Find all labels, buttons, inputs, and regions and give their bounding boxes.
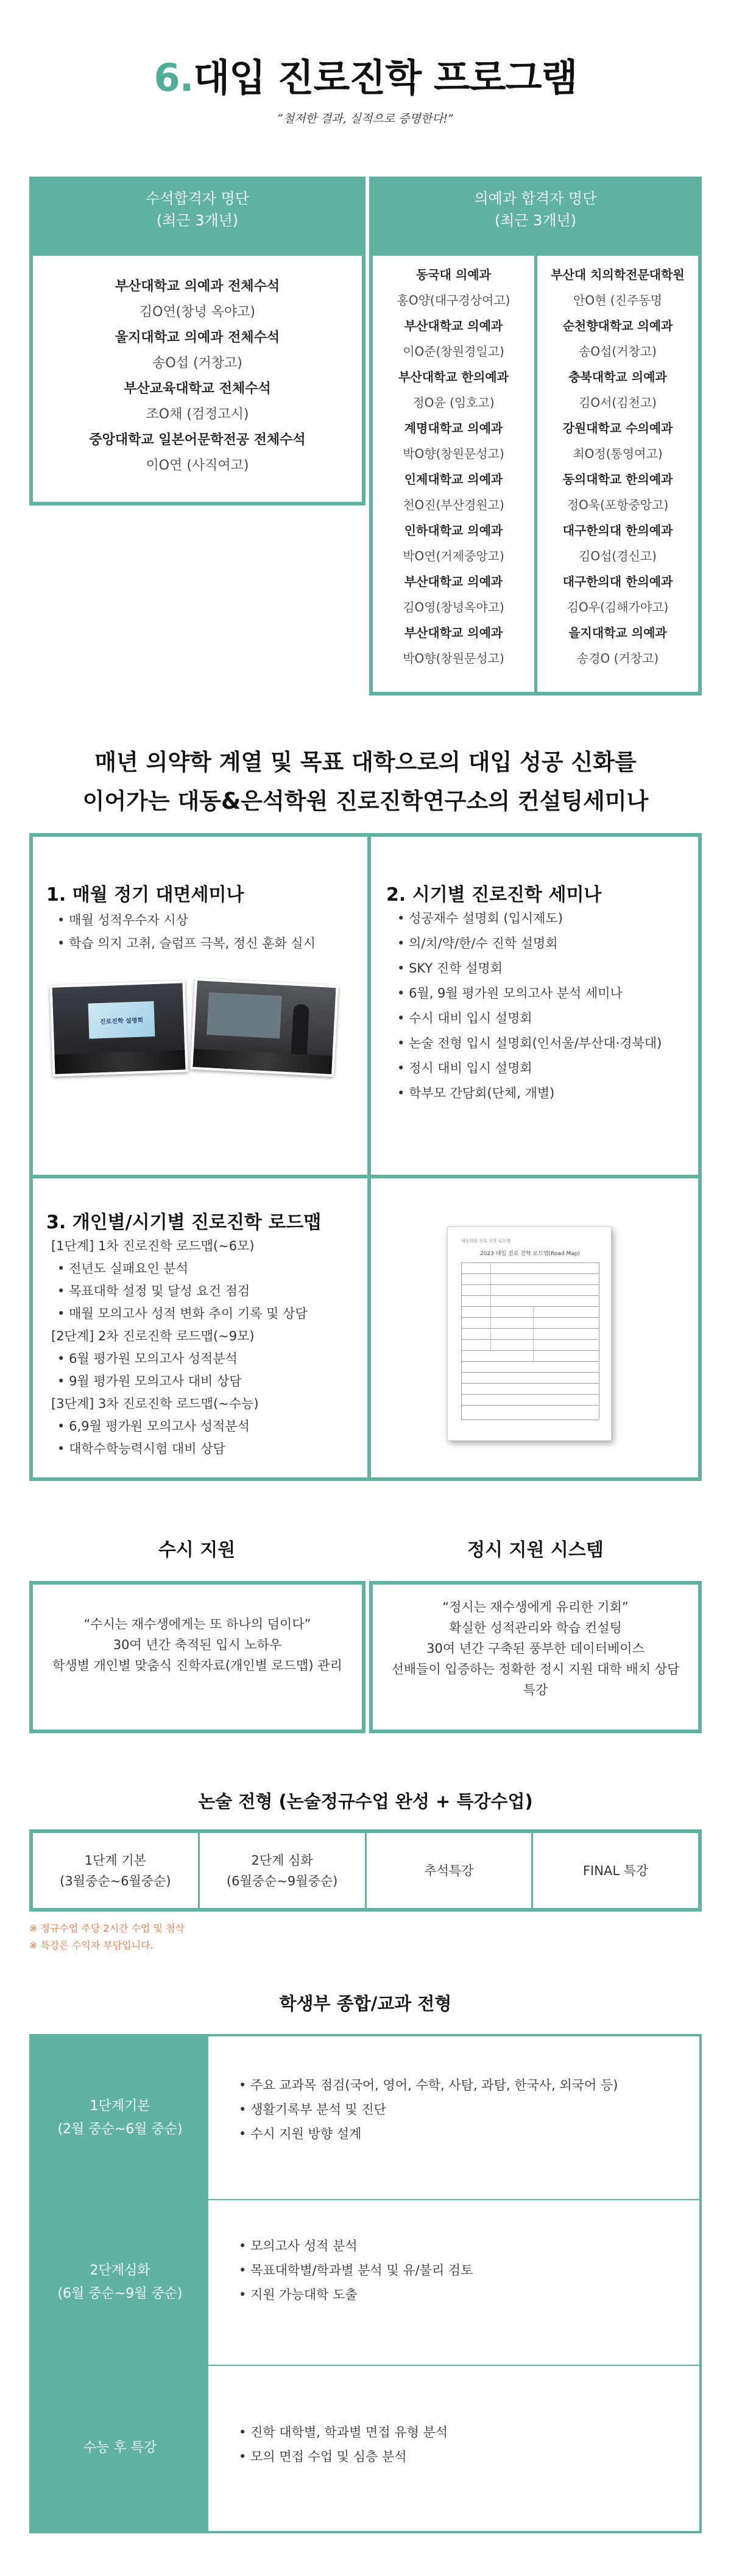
- nonsul-note-1: ※ 정규수업 주당 2시간 수업 및 첨삭: [29, 1923, 185, 1934]
- cell3-list: [51, 1235, 308, 1460]
- stage-period: (3월중순~6월중순): [60, 1873, 171, 1888]
- list-item: • 진학 대학별, 학과별 면접 유형 분석: [239, 2420, 448, 2444]
- support-line: 확실한 성적관리와 학습 컨설팅: [449, 1621, 622, 1635]
- list-item: • 지원 가능대학 도출: [239, 2282, 473, 2307]
- list-item: • 의/치/약/한/수 진학 설명회: [397, 931, 662, 956]
- stage-item-list: [239, 2073, 618, 2146]
- result-student-name: 김O우(김해가야고): [567, 600, 669, 614]
- result-student-name: 조O채 (검정고시): [146, 407, 249, 422]
- list-item: • 정시 대비 입시 설명회: [397, 1056, 662, 1081]
- top-scorers-header: [29, 177, 366, 256]
- result-university: 인하대학교 의예과: [404, 523, 503, 538]
- nonsul-stage: [33, 1833, 200, 1908]
- stage-item-list: [239, 2234, 473, 2307]
- susi-box: [29, 1581, 366, 1733]
- doc-heading: 2023 대입 진로 진학 로드맵(Road Map): [479, 1251, 581, 1257]
- support-line: “수시는 재수생에게는 또 하나의 덤이다”: [83, 1617, 311, 1631]
- result-student-name: 천O진(부산경원고): [403, 498, 504, 512]
- presenter-figure: [291, 1004, 309, 1059]
- list-item: • 주요 교과목 점검(국어, 영어, 수학, 사탐, 과탐, 한국사, 외국어 등): [239, 2073, 618, 2097]
- roadmap-stage-label: [1단계] 1차 진로진학 로드맵(~6모): [51, 1239, 255, 1253]
- cell1-title: 1. 매월 정기 대면세미나: [46, 884, 244, 906]
- med-header-line1: 의예과 합격자 명단: [474, 190, 597, 207]
- result-university: 인제대학교 의예과: [404, 472, 503, 487]
- susi-title: 수시 지원: [158, 1540, 236, 1561]
- roadmap-stage-label: [3단계] 3차 진로진학 로드맵(~수능): [51, 1396, 259, 1411]
- result-university: 부산대학교 의예과 전체수석: [115, 279, 280, 294]
- stage-label-period: (2월 중순~6월 중순): [57, 2122, 183, 2137]
- result-student-name: 이O준(창원경일고): [403, 344, 504, 359]
- med-header: [369, 177, 702, 256]
- seminar-grid: [29, 833, 702, 1481]
- list-item: • SKY 진학 설명회: [397, 956, 662, 981]
- title-number: 6.: [154, 55, 194, 100]
- cell3-title: 3. 개인별/시기별 진로진학 로드맵: [46, 1212, 322, 1233]
- result-university: 대구한의대 한의예과: [562, 574, 673, 589]
- support-line: “정시는 재수생에게 유리한 기회”: [442, 1600, 629, 1614]
- stage-name: 1단계 기본: [84, 1853, 146, 1868]
- cell1-list: [57, 909, 316, 955]
- student-record-title: 학생부 종합/교과 전형: [279, 1993, 452, 2014]
- result-student-name: 박O향(창원문성고): [403, 651, 504, 666]
- support-line: 30여 년간 구축된 풍부한 데이터베이스: [426, 1641, 644, 1656]
- list-item: • 모의 면접 수업 및 심층 분석: [239, 2444, 448, 2469]
- list-item: • 논술 전형 입시 설명회(인서울/부산대·경북대): [397, 1031, 662, 1056]
- stage-label: [32, 2365, 208, 2531]
- stage-item-list: [239, 2420, 448, 2469]
- roadmap-stage-label: [2단계] 2차 진로진학 로드맵(~9모): [51, 1329, 255, 1343]
- result-student-name: 정O윤 (임호고): [412, 395, 495, 410]
- jeongsi-title: 정시 지원 시스템: [467, 1540, 604, 1561]
- row-divider: [208, 2199, 699, 2200]
- grid-horizontal-divider: [33, 1175, 698, 1178]
- nonsul-stage: [533, 1833, 698, 1908]
- jeongsi-box: [369, 1581, 702, 1733]
- title-text: 대입 진로진학 프로그램: [193, 55, 577, 100]
- result-university: 순천향대학교 의예과: [562, 318, 673, 333]
- stage-label-period: (6월 중순~9월 중순): [57, 2286, 183, 2301]
- result-university: 부산대학교 한의예과: [398, 370, 509, 384]
- stage-period: (6월중순~9월중순): [226, 1873, 338, 1888]
- result-university: 대구한의대 한의예과: [562, 523, 673, 538]
- result-university: 부산대학교 의예과: [404, 574, 503, 589]
- result-student-name: 송경O (거창고): [576, 651, 659, 666]
- projector-screen: [88, 1001, 155, 1039]
- stage-label-name: 수능 후 특강: [83, 2440, 157, 2455]
- nonsul-note-2: ※ 특강은 수익자 부담입니다.: [29, 1940, 154, 1951]
- roadmap-document-thumbnail: [447, 1226, 612, 1441]
- result-university: 동의대학교 한의예과: [562, 472, 673, 487]
- doc-tag: 대동학원 진로 진학 로드맵: [461, 1239, 511, 1244]
- result-university: 충북대학교 의예과: [568, 370, 667, 384]
- student-record-table: [29, 2034, 702, 2533]
- result-university: 부산대 치의학전문대학원: [551, 267, 685, 282]
- page-title: [0, 48, 731, 102]
- support-line: 30여 년간 축적된 입시 노하우: [113, 1638, 282, 1652]
- projector-screen-text: 진로진학 설명회: [99, 1017, 144, 1026]
- grid-vertical-divider: [367, 837, 371, 1477]
- stage-name: FINAL 특강: [582, 1863, 649, 1878]
- result-student-name: 김O영(창녕옥야고): [403, 600, 504, 614]
- result-university: 강원대학교 수의예과: [562, 421, 673, 435]
- stage-label-name: 1단계기본: [90, 2099, 150, 2114]
- stage-label: [32, 2200, 208, 2365]
- nonsul-stage: [367, 1833, 534, 1908]
- stage-name: 2단계 심화: [251, 1853, 313, 1868]
- list-item: • 매월 성적우수자 시상: [57, 909, 316, 932]
- list-item: • 6월, 9월 평가원 모의고사 분석 세미나: [397, 981, 662, 1006]
- cell2-title: 2. 시기별 진로진학 세미나: [386, 884, 602, 906]
- list-item: • 6,9월 평가원 모의고사 성적분석: [51, 1415, 308, 1438]
- support-line: 학생별 개인별 맞춤식 진학자료(개인별 로드맵) 관리: [52, 1658, 342, 1673]
- result-student-name: 김O서(김천고): [579, 395, 657, 410]
- audience-silhouette: [54, 1050, 188, 1077]
- top-scorers-header-line2: (최근 3개년): [156, 212, 239, 229]
- row-divider: [208, 2365, 699, 2366]
- consult-title-line1: 매년 의약학 계열 및 목표 대학으로의 대입 성공 신화를: [94, 749, 637, 775]
- seminar-photo-1: [49, 980, 188, 1077]
- nonsul-stage: [200, 1833, 367, 1908]
- support-line: 선배들이 입증하는 정확한 정시 지원 대학 배치 상담: [391, 1662, 680, 1677]
- top-scorers-panel: [29, 256, 366, 505]
- consult-title: [0, 743, 731, 821]
- result-student-name: 최O정(통영여고): [573, 446, 663, 461]
- top-scorers-list: [33, 256, 362, 479]
- list-item: • 수시 지원 방향 설계: [239, 2122, 618, 2146]
- result-university: 을지대학교 의예과: [568, 625, 667, 640]
- result-university: 울지대학교 의예과 전체수석: [115, 330, 280, 345]
- list-item: • 생활기록부 분석 및 진단: [239, 2097, 618, 2122]
- subtitle: “철저한 결과, 실적으로 증명한다!”: [277, 112, 454, 125]
- result-university: 중앙대학교 일본어문학전공 전체수석: [89, 432, 306, 448]
- list-item: • 수시 대비 입시 설명회: [397, 1006, 662, 1031]
- list-item: • 9월 평가원 모의고사 대비 상담: [51, 1370, 308, 1393]
- result-university: 부산대학교 의예과: [404, 318, 503, 333]
- result-student-name: 박O연(거제중앙고): [403, 549, 504, 563]
- med-list-right: [537, 262, 698, 671]
- seminar-photo-2: [190, 978, 339, 1077]
- list-item: • 전년도 실패요인 분석: [51, 1258, 308, 1280]
- support-line: 특강: [523, 1683, 548, 1697]
- audience-silhouette-2: [192, 1049, 337, 1077]
- stage-label-name: 2단계심화: [90, 2263, 150, 2278]
- result-student-name: 송O섭(거창고): [579, 344, 657, 359]
- result-student-name: 박O향(창원문성고): [403, 446, 504, 461]
- med-header-line2: (최근 3개년): [494, 212, 577, 229]
- cell2-list: [397, 906, 662, 1106]
- result-student-name: 이O연 (사직여고): [146, 458, 249, 473]
- med-list-left: [373, 262, 534, 671]
- stage-name: 추석특강: [424, 1863, 474, 1878]
- result-university: 동국대 의예과: [416, 267, 491, 282]
- result-student-name: 안O현 (진주동명: [573, 293, 662, 308]
- list-item: • 학부모 간담회(단체, 개별): [397, 1081, 662, 1106]
- list-item: • 목표대학별/학과별 분석 및 유/불리 검토: [239, 2258, 473, 2282]
- list-item: • 모의고사 성적 분석: [239, 2234, 473, 2258]
- top-scorers-header-line1: 수석합격자 명단: [146, 190, 249, 207]
- med-panel: [369, 256, 702, 695]
- result-university: 계명대학교 의예과: [404, 421, 503, 435]
- list-item: • 성공재수 설명회 (입시제도): [397, 906, 662, 931]
- result-student-name: 김O연(창녕 옥야고): [139, 304, 256, 320]
- list-item: • 매월 모의고사 성적 변화 추이 기록 및 상담: [51, 1303, 308, 1325]
- result-student-name: 정O욱(포항중앙고): [567, 498, 669, 512]
- list-item: • 6월 평가원 모의고사 성적분석: [51, 1348, 308, 1370]
- list-item: • 학습 의지 고취, 슬럼프 극복, 정신 훈화 실시: [57, 932, 316, 955]
- stage-label: [32, 2036, 208, 2200]
- list-item: • 대학수학능력시험 대비 상담: [51, 1438, 308, 1460]
- result-student-name: 홍O양(대구경상여고): [397, 293, 510, 308]
- result-university: 부산교육대학교 전체수석: [124, 381, 271, 396]
- classroom-board: [207, 992, 281, 1038]
- result-university: 부산대학교 의예과: [404, 625, 503, 640]
- consult-title-line2: 이어가는 대동&은석학원 진로진학연구소의 컨설팅세미나: [82, 788, 649, 814]
- result-student-name: 송O섭 (거창고): [152, 356, 242, 371]
- list-item: • 목표대학 설정 및 달성 요건 점검: [51, 1280, 308, 1303]
- result-student-name: 김O섭(경신고): [579, 549, 657, 563]
- nonsul-stages: [29, 1829, 702, 1912]
- nonsul-title: 논술 전형 (논술정규수업 완성 + 특강수업): [198, 1791, 533, 1812]
